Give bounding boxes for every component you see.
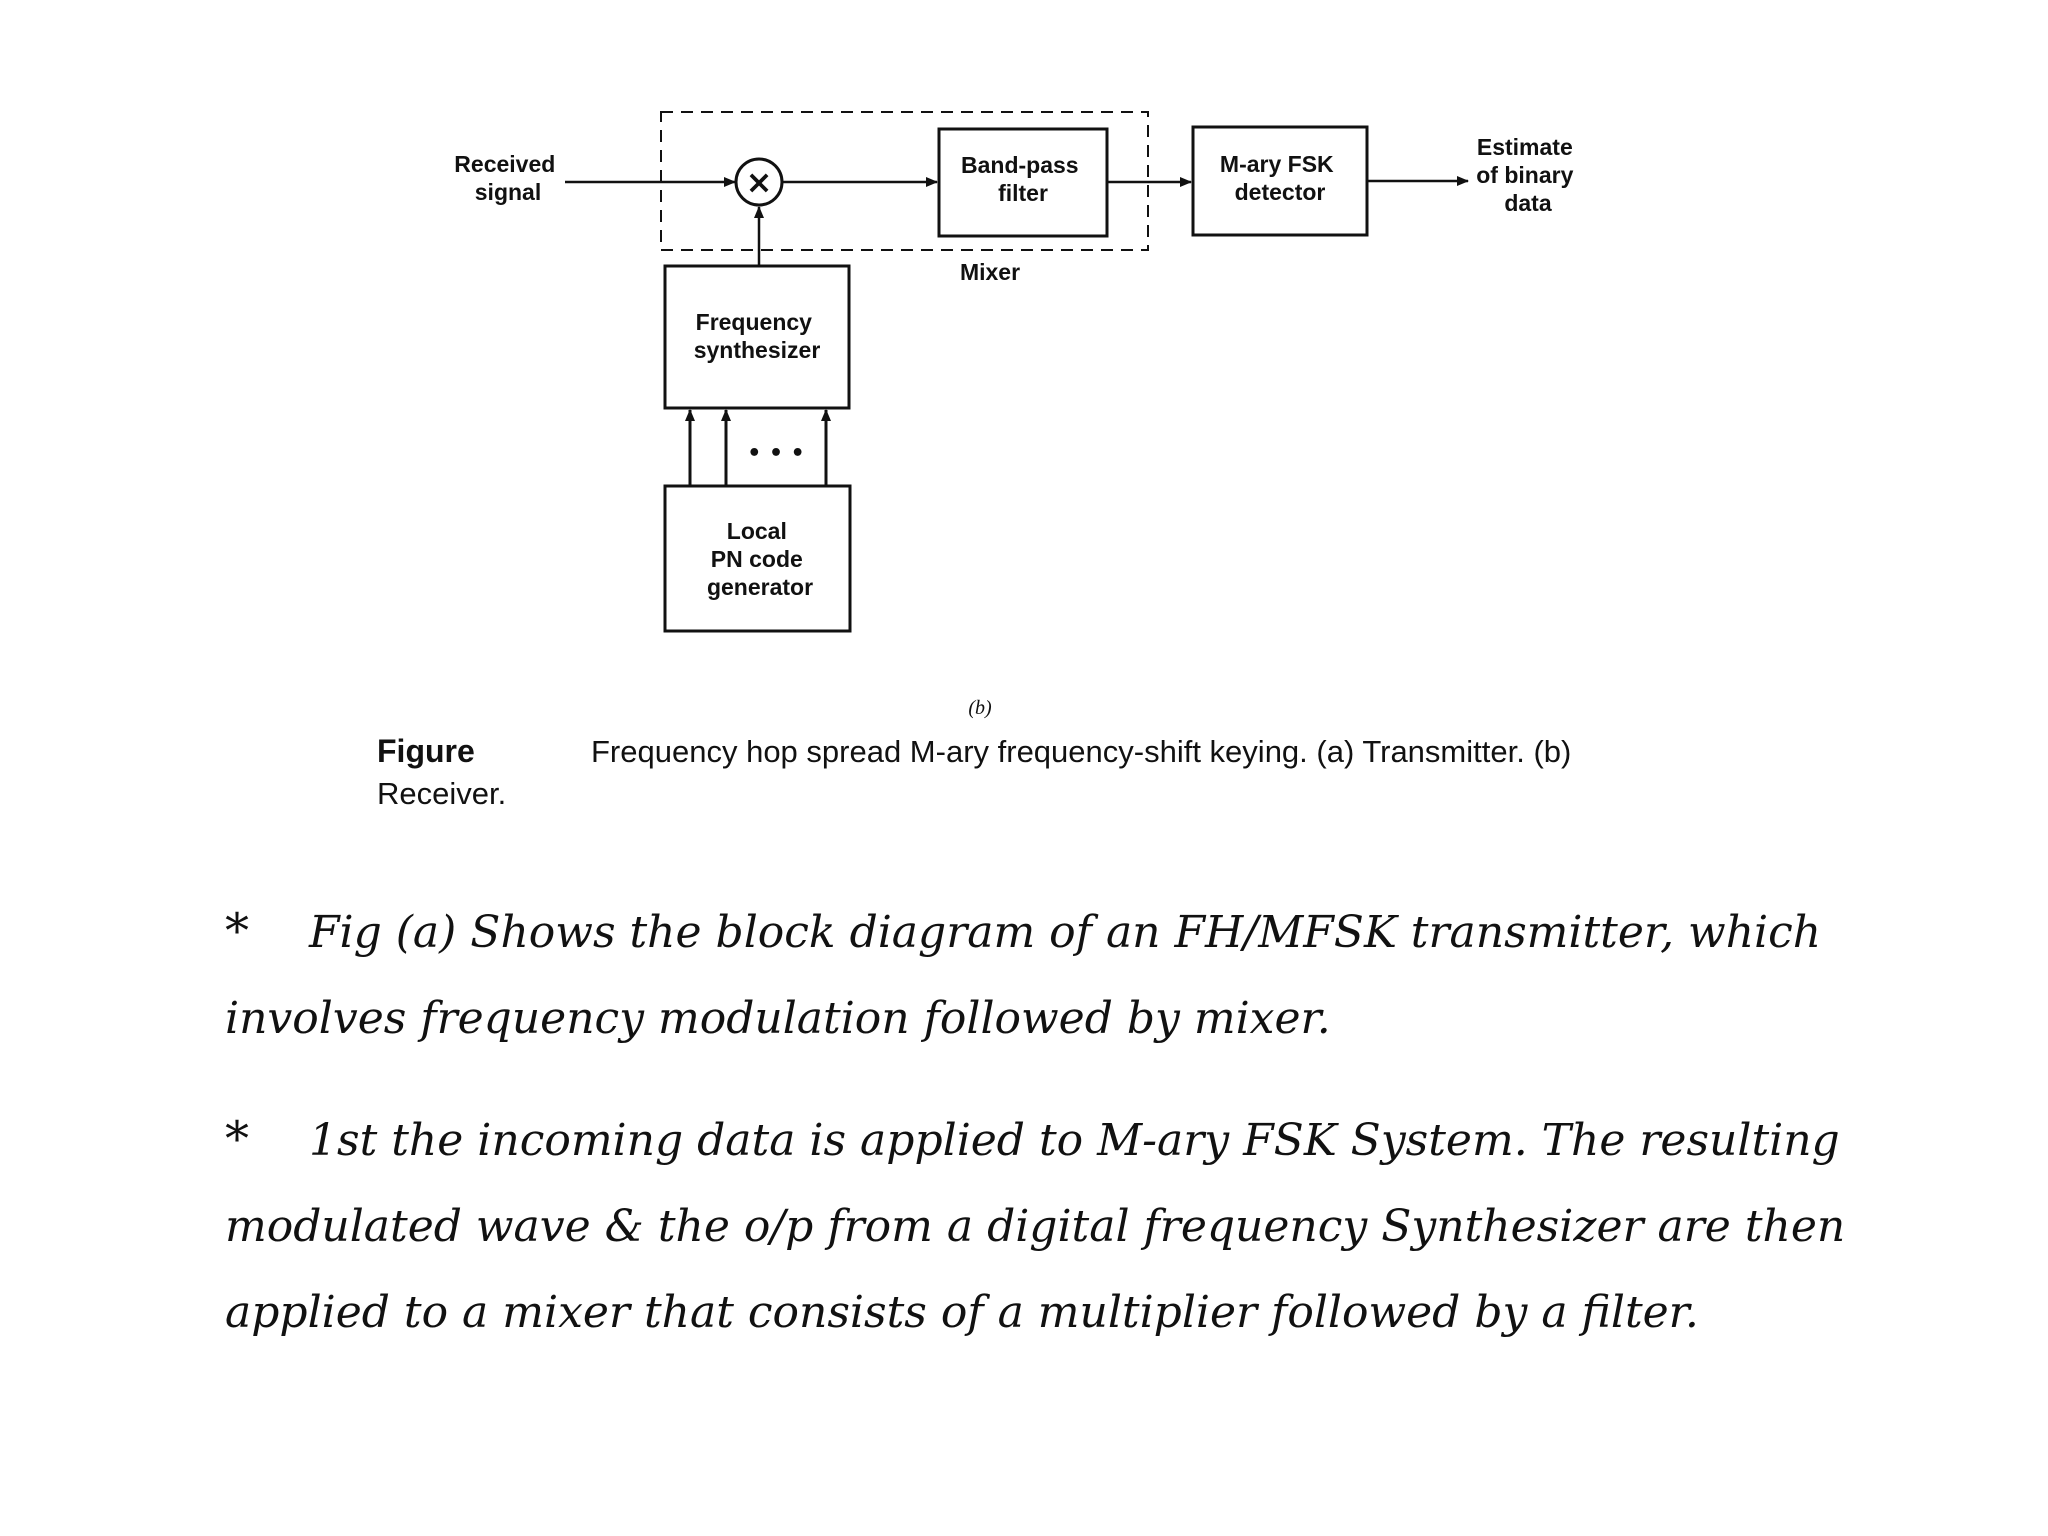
fsk-detector-label: M-ary FSK detector — [1219, 151, 1334, 205]
mixer-label: Mixer — [959, 259, 1021, 285]
handwritten-note-1 — [225, 888, 1885, 1062]
note-text: 1st the incoming data is applied to M-ary FSK System. The resulting modulated wave & the o/p from a digital frequency Synthesizer are then applied to a mixer that consists of a multiplier followed by a filter. — [225, 1115, 1846, 1338]
pn-generator-label: Local PN code generator — [706, 518, 814, 600]
bandpass-filter-label: Band-pass filter — [961, 152, 1079, 206]
note-bullet: * — [225, 1111, 249, 1167]
multiplier-symbol: × — [745, 163, 773, 201]
figure-caption — [377, 730, 1697, 815]
caption-text: Frequency hop spread M-ary frequency-shift keying. (a) Transmitter. (b) Receiver. — [377, 734, 1572, 811]
frequency-synthesizer-label: Frequency synthesizer — [693, 309, 821, 363]
handwritten-note-2 — [225, 1096, 1885, 1356]
caption-label: Figure — [377, 733, 475, 769]
receiver-block-diagram — [0, 0, 2048, 740]
received-signal-label: Received signal — [454, 151, 556, 205]
note-text: Fig (a) Shows the block diagram of an FH/MFSK transmitter, which involves frequency modulation followed by mixer. — [225, 907, 1822, 1044]
pn-lines-ellipsis: • • • — [747, 441, 805, 466]
subfigure-label: (b) — [968, 697, 992, 719]
note-bullet: * — [225, 903, 249, 959]
output-label: Estimate of binary data — [1476, 134, 1574, 216]
